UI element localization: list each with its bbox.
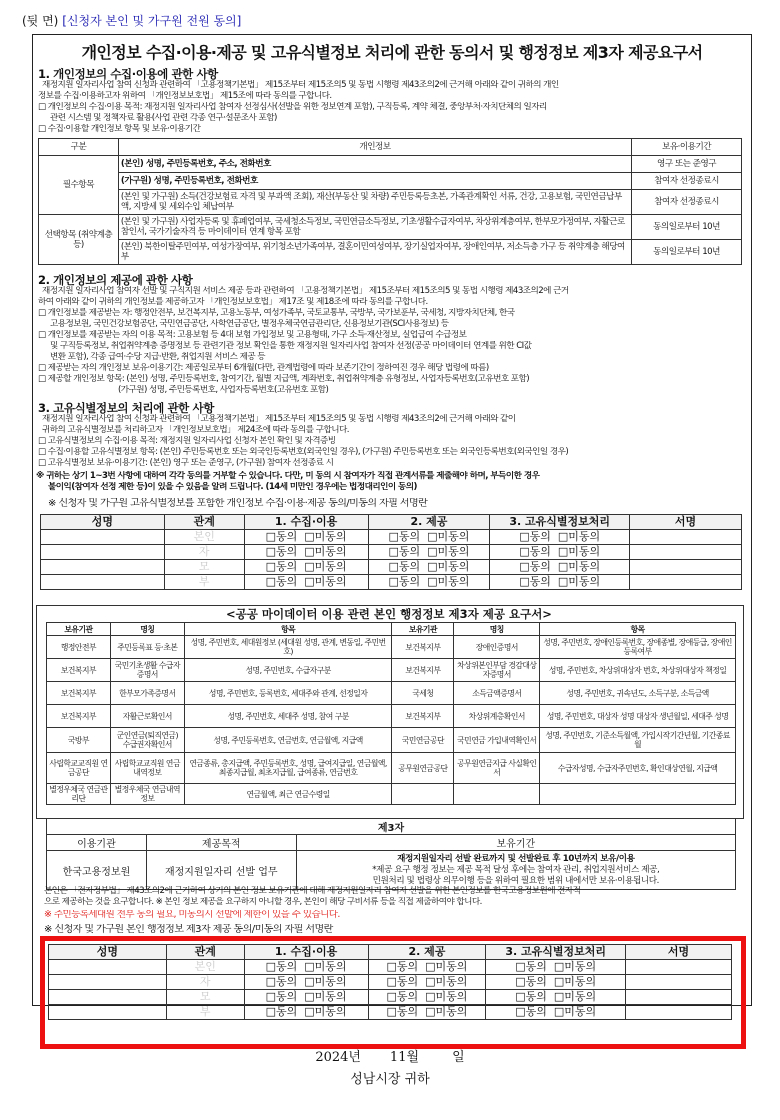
th-signature: 서명 (626, 945, 732, 960)
s2-line: □ 개인정보를 제공받는 자: 행정안전부, 보건복지부, 고용노동부, 여성가족부, 국토교통부, 국방부, 국가보훈부, 국세청, 지방자치단체, 한국 (38, 308, 515, 318)
relation-cell: 본인 (164, 530, 244, 545)
table-cell: 연금종류, 총지급액, 주민등록번호, 성명, 급여지급일, 연금월액, 최종지급월, 최초지급월, 급여종류, 연금번호 (184, 753, 392, 784)
signature-note-2: ※ 신청자 및 가구원 본인 행정정보 제3자 제공 동의/미동의 자필 서명란 (44, 924, 333, 935)
disagree-checkbox[interactable]: □미동의 (425, 975, 468, 988)
page-header (22, 12, 241, 29)
th-purpose: 제공목적 (146, 835, 296, 851)
table-cell: 성명, 주민번호, 장애인등록번호, 장애종별, 장애등급, 장애인등록여부 (540, 636, 736, 659)
consent-row (41, 560, 742, 575)
name-field[interactable] (41, 560, 165, 575)
row-period: 동의일로부터 10년 (632, 240, 742, 265)
table-cell: 주민등록표 등·초본 (110, 636, 184, 659)
row-info: (본인 및 가구원) 사업자등록 및 휴폐업여부, 국세청소득정보, 국민연금소득정보, 기초생활수급자여부, 차상위계층여부, 한부모가정여부, 자활근로참인서, 국가기술자격 등 마이데이터 연계 항목 포함 (118, 215, 631, 240)
disagree-checkbox[interactable]: □미동의 (304, 1005, 347, 1018)
agree-checkbox[interactable]: □동의 (265, 575, 298, 588)
relation-cell: 자 (164, 545, 244, 560)
table-cell: 보건복지부 (47, 659, 111, 682)
row-info: (본인 및 가구원) 소득(건강보험료 자격 및 부과액 조회), 재산(부동산 및 차량) 주민등록등초본, 가족관계확인 서류, 건강, 고용보험, 국민연금납부액, 지방세 및 세외수입 체납여부 (118, 190, 631, 215)
th-name: 성명 (49, 945, 167, 960)
third-period: 민원처리 및 법령상 의무이행 등을 위하여 필요한 범위 내에서만 보유·이용됩니다. (372, 875, 660, 886)
s2-line: 재정지원 일자리사업 참여자 선발 및 구직지원 서비스 제공 등과 관련하여 「고용정책기본법」 제15조부터 제15조의5 및 동법 시행령 제43조의2에 근거 (42, 286, 569, 296)
table-cell: 보건복지부 (392, 705, 454, 728)
agree-checkbox[interactable]: □동의 (388, 560, 421, 573)
table-row (47, 784, 736, 805)
table-cell: 성명, 주민번호, 귀속년도, 소득구분, 소득금액 (540, 682, 736, 705)
third-party-table (46, 818, 736, 890)
highlight-box (40, 936, 746, 1049)
th-unique-id: 3. 고유식별정보처리 (486, 945, 626, 960)
disagree-checkbox[interactable]: □미동의 (425, 960, 468, 973)
table-cell: 한부모가족증명서 (110, 682, 184, 705)
s1-b1b: 관련 시스템 및 정책자료 활용(사업 관련 각종 연구·설문조사 포함) (50, 113, 277, 123)
th-retention: 보유기간 (296, 835, 735, 851)
table-cell: 군인연금(퇴직연금) 수급권자확인서 (110, 728, 184, 753)
table-cell: 행정안전부 (47, 636, 111, 659)
table-cell: 보건복지부 (47, 705, 111, 728)
table-cell (540, 784, 736, 805)
table-cell (454, 784, 540, 805)
disagree-checkbox[interactable]: □미동의 (553, 975, 597, 988)
table-cell: 성명, 주민번호, 세대원정보 (세대원 성명, 관계, 변동일, 주민번호) (184, 636, 392, 659)
row-info: (본인) 성명, 주민등록번호, 주소, 전화번호 (118, 156, 631, 173)
disagree-checkbox[interactable]: □미동의 (557, 560, 601, 573)
th-provide: 2. 제공 (368, 945, 486, 960)
table-cell: 차상위본인부담 경감대상자증명서 (454, 659, 540, 682)
th-provide: 2. 제공 (368, 515, 490, 530)
disagree-checkbox[interactable]: □미동의 (427, 530, 470, 543)
agree-checkbox[interactable]: □동의 (388, 575, 421, 588)
date-year: 2024년 (315, 1050, 361, 1065)
s1-heading: 1. 개인정보의 수집·이용에 관한 사항 (38, 67, 218, 81)
th-doc: 명칭 (110, 623, 184, 636)
th-user-org: 이용기관 (47, 835, 147, 851)
s3-notice: ※ 귀하는 상기 1~3번 사항에 대하여 각각 동의를 거부할 수 있습니다. 다만, 미 동의 시 참여자가 직접 관계서류를 제출해야 하며, 부득이한 경우 (36, 471, 540, 481)
footer-line: 본인은 「전자정부법」 제43조의2에 근거하여 상기의 본인 정보 보유기관에 대해 재정지원일자리 참여자 선발을 위한 본인정보를 한국고용정보원에 전자적 (44, 886, 581, 896)
table-cell: 공무원연금지급 사실확인서 (454, 753, 540, 784)
agree-checkbox[interactable]: □동의 (265, 560, 298, 573)
disagree-checkbox[interactable]: □미동의 (553, 960, 597, 973)
agree-checkbox[interactable]: □동의 (388, 545, 421, 558)
s3-line: □ 수집·이용할 고유식별정보 항목: (본인) 주민등록번호 또는 외국인등록번호(외국인일 경우), (가구원) 주민등록번호 또는 외국인등록번호(외국인일 경우) (38, 447, 569, 457)
agree-checkbox[interactable]: □동의 (515, 975, 547, 988)
th-signature: 서명 (630, 515, 742, 530)
footer-red-notice: ※ 주민등록세대원 전부 동의 필요, 미동의시 선발에 제한이 있을 수 있습니다. (44, 910, 340, 920)
agree-checkbox[interactable]: □동의 (388, 530, 421, 543)
s2-line: 및 구직등록정보, 취업취약계층 증명정보 등 관련기관 정보 확인을 통한 재정지원 일자리사업 참여자 선정(공공 마이데이터 연계를 위한 CI값 (50, 341, 532, 351)
personal-info-table (38, 138, 742, 265)
table-cell: 수급자성명, 수급자주민번호, 확인대상연월, 지급액 (540, 753, 736, 784)
table-cell: 공무원연금공단 (392, 753, 454, 784)
disagree-checkbox[interactable]: □미동의 (425, 990, 468, 1003)
table-cell: 차상위계층확인서 (454, 705, 540, 728)
th-items: 항목 (540, 623, 736, 636)
agree-checkbox[interactable]: □동의 (265, 990, 298, 1003)
header-prefix: (뒷 면) (22, 14, 59, 28)
table-cell: 소득금액증명서 (454, 682, 540, 705)
table-cell: 사립학교교직원 연금내역정보 (110, 753, 184, 784)
relation-cell: 본인 (166, 960, 244, 975)
table-row (47, 659, 736, 682)
agree-checkbox[interactable]: □동의 (265, 1005, 298, 1018)
third-period: *제공 요구 행정 정보는 제공 목적 달성 후에는 참여자 관리, 취업지원서비스 제공, (372, 864, 660, 875)
s3-line: □ 고유식별정보 보유·이용기간: (본인) 영구 또는 준영구, (가구원) 참여자 선정종료 시 (38, 458, 334, 468)
disagree-checkbox[interactable]: □미동의 (553, 990, 597, 1003)
s2-line: 하여 아래와 같이 귀하의 개인정보를 제공하고자 「개인정보보호법」 제17조 및 제18조에 따라 동의를 구합니다. (38, 297, 428, 307)
consent-scope: [신청자 본인 및 가구원 전원 동의] (62, 14, 242, 28)
s2-line: 변환 포함), 각종 급여·수당 지급·반환, 취업지원 서비스 제공 등 (50, 352, 266, 362)
date-line (0, 1046, 780, 1065)
table-cell: 국민연금공단 (392, 728, 454, 753)
name-field[interactable] (41, 545, 165, 560)
th-items: 항목 (184, 623, 392, 636)
agree-checkbox[interactable]: □동의 (515, 990, 547, 1003)
relation-cell: 부 (164, 575, 244, 590)
th-name: 성명 (41, 515, 165, 530)
table-cell: 국민연금 가입내역확인서 (454, 728, 540, 753)
th-doc: 명칭 (454, 623, 540, 636)
disagree-checkbox[interactable]: □미동의 (304, 960, 347, 973)
s1-intro2: 정보를 수집·이용하고자 위하여 「개인정보보호법」 제15조에 따라 동의를 구합니다. (38, 91, 332, 101)
relation-cell: 모 (166, 990, 244, 1005)
group-optional: 선택항목 (취약계층 등) (39, 215, 119, 265)
consent-row (41, 575, 742, 590)
agree-checkbox[interactable]: □동의 (519, 575, 551, 588)
table-row (47, 728, 736, 753)
disagree-checkbox[interactable]: □미동의 (553, 1005, 597, 1018)
agree-checkbox[interactable]: □동의 (265, 960, 298, 973)
disagree-checkbox[interactable]: □미동의 (304, 560, 347, 573)
table-row (47, 682, 736, 705)
table-cell: 별정우체국 연금관리단 (47, 784, 111, 805)
public-mydata-table (46, 622, 736, 805)
agree-checkbox[interactable]: □동의 (265, 530, 298, 543)
document-title: 개인정보 수집·이용·제공 및 고유식별정보 처리에 관한 동의서 및 행정정보 제3자 제공요구서 (81, 43, 703, 62)
table-cell: 국민기초생활 수급자증명서 (110, 659, 184, 682)
table-cell: 자활근로확인서 (110, 705, 184, 728)
s2-line: 고용정보원, 국민건강보험공단, 국민연금공단, 사학연금공단, 별정우체국연금관리단, 신용정보기관(SCI사용정보) 등 (50, 319, 449, 329)
table-cell: 성명, 주민번호, 대상자 성명 대상자 생년월일, 세대주 성명 (540, 705, 736, 728)
disagree-checkbox[interactable]: □미동의 (304, 975, 347, 988)
disagree-checkbox[interactable]: □미동의 (425, 1005, 468, 1018)
addressee: 성남시장 귀하 (350, 1072, 430, 1087)
relation-cell: 자 (166, 975, 244, 990)
name-field[interactable] (41, 575, 165, 590)
agree-checkbox[interactable]: □동의 (386, 990, 419, 1003)
row-info: (가구원) 성명, 주민등록번호, 전화번호 (118, 173, 631, 190)
s3-line: 귀하의 고유식별정보를 처리하고자 「개인정보보호법」 제24조에 따라 동의를 구합니다. (42, 425, 349, 435)
table-row (47, 753, 736, 784)
footer-line: 으로 제공하는 것을 요구합니다. ※ 본인 정보 제공을 요구하지 아니할 경우, 본인이 해당 구비서류 등을 직접 제출하여야 합니다. (44, 897, 482, 907)
th-unique-id: 3. 고유식별정보처리 (490, 515, 630, 530)
disagree-checkbox[interactable]: □미동의 (427, 560, 470, 573)
table-cell: 별정우체국 연금내역정보 (110, 784, 184, 805)
th-holder: 보유기관 (392, 623, 454, 636)
disagree-checkbox[interactable]: □미동의 (427, 575, 470, 588)
s1-intro1: 재정지원 일자리사업 참여 신청과 관련하여 「고용정책기본법」 제15조부터 제15조의5 및 동법 시행령 제43조의2에 근거해 아래와 같이 귀하의 개인 (42, 80, 559, 90)
table-row (47, 705, 736, 728)
group-required: 필수항목 (39, 156, 119, 215)
consent-row (41, 530, 742, 545)
agree-checkbox[interactable]: □동의 (265, 975, 298, 988)
table-cell: 성명, 주민번호, 세대주 성명, 참여 구분 (184, 705, 392, 728)
table-cell: 사립학교교직원 연금공단 (47, 753, 111, 784)
agree-checkbox[interactable]: □동의 (386, 975, 419, 988)
row-period: 영구 또는 준영구 (632, 156, 742, 173)
signature-field[interactable] (630, 545, 742, 560)
table-cell: 보건복지부 (392, 636, 454, 659)
disagree-checkbox[interactable]: □미동의 (304, 545, 347, 558)
th-period: 보유·이용기간 (632, 139, 742, 156)
row-info: (본인) 북한이탈주민여부, 여성가장여부, 위기청소년가족여부, 결혼이민여성여부, 장기실업자여부, 장애인여부, 저소득층 가구 등 취약계층 해당여부 (118, 240, 631, 265)
date-day: 일 (452, 1050, 465, 1065)
signature-note-1: ※ 신청자 및 가구원 고유식별정보를 포함한 개인정보 수집·이용·제공 동의/미동의 자필 서명란 (48, 498, 428, 509)
table-cell: 장애인증명서 (454, 636, 540, 659)
signature-field[interactable] (630, 575, 742, 590)
name-field[interactable] (41, 530, 165, 545)
disagree-checkbox[interactable]: □미동의 (557, 530, 601, 543)
disagree-checkbox[interactable]: □미동의 (427, 545, 470, 558)
th-relation: 관계 (166, 945, 244, 960)
s2-line: □ 제공받는 자의 개인정보 보유·이용기간: 제공일로부터 6개월(다만, 관계법령에 따라 보존기간이 정하여진 경우 해당 법령에 따름) (38, 363, 489, 373)
row-period: 참여자 선정종료시 (632, 190, 742, 215)
row-period: 동의일로부터 10년 (632, 215, 742, 240)
public-mydata-title: <공공 마이데이터 이용 관련 본인 행정정보 제3자 제공 요구서> (226, 607, 552, 621)
table-cell (392, 784, 454, 805)
table-cell: 국세청 (392, 682, 454, 705)
date-month: 11월 (389, 1050, 420, 1065)
agree-checkbox[interactable]: □동의 (386, 1005, 419, 1018)
agree-checkbox[interactable]: □동의 (519, 560, 551, 573)
th-holder: 보유기관 (47, 623, 111, 636)
disagree-checkbox[interactable]: □미동의 (304, 575, 347, 588)
agree-checkbox[interactable]: □동의 (515, 1005, 547, 1018)
s3-line: □ 고유식별정보의 수집·이용 목적: 재정지원 일자리사업 신청자 본인 확인 및 자격증빙 (38, 436, 336, 446)
disagree-checkbox[interactable]: □미동의 (304, 990, 347, 1003)
agree-checkbox[interactable]: □동의 (519, 545, 551, 558)
agree-checkbox[interactable]: □동의 (515, 960, 547, 973)
table-cell: 연금월액, 최근 연금수령일 (184, 784, 392, 805)
agree-checkbox[interactable]: □동의 (519, 530, 551, 543)
table-row (47, 636, 736, 659)
agree-checkbox[interactable]: □동의 (265, 545, 298, 558)
table-cell: 국방부 (47, 728, 111, 753)
s2-heading: 2. 개인정보의 제공에 관한 사항 (38, 273, 193, 287)
s3-notice: 불이익(참여자 선정 제한 등)이 있을 수 있음을 알려 드립니다. (14세 미만인 경우에는 법정대리인이 동의) (48, 482, 417, 492)
consent-table-1 (40, 514, 742, 590)
relation-cell: 부 (166, 1005, 244, 1020)
th-category: 구분 (39, 139, 119, 156)
third-org: 한국고용정보원 (47, 851, 147, 890)
third-period: 재정지원일자리 선발 완료까지 및 선발완료 후 10년까지 보유/이용 (397, 853, 635, 864)
agree-checkbox[interactable]: □동의 (386, 960, 419, 973)
disagree-checkbox[interactable]: □미동의 (304, 530, 347, 543)
signature-field[interactable] (630, 560, 742, 575)
third-title: 제3자 (47, 819, 736, 835)
row-period: 참여자 선정종료시 (632, 173, 742, 190)
table-cell: 보건복지부 (392, 659, 454, 682)
table-cell: 성명, 주민번호, 등록번호, 세대주와 관계, 선정일자 (184, 682, 392, 705)
table-cell: 성명, 주민등록번호, 연금번호, 연금월액, 지급액 (184, 728, 392, 753)
s1-b2: □ 수집·이용할 개인정보 항목 및 보유·이용기간 (38, 124, 201, 134)
s2-line: □ 개인정보를 제공받는 자의 이용 목적: 고용보험 등 4대 보험 가입정보 및 고용형태, 가구 소득·재산정보, 실업급여 수급정보 (38, 330, 467, 340)
th-info: 개인정보 (118, 139, 631, 156)
table-cell: 보건복지부 (47, 682, 111, 705)
table-cell: 성명, 주민번호, 기준소득월액, 가입시작기간년월, 기간종료월 (540, 728, 736, 753)
consent-rows-1 (41, 530, 742, 590)
disagree-checkbox[interactable]: □미동의 (557, 545, 601, 558)
s1-b1: □ 개인정보의 수집·이용 목적: 재정지원 일자리사업 참여자 선정심사(선발을 위한 정보연계 포함), 구직등록, 계약 체결, 중앙부처·자치단체의 일자리 (38, 102, 547, 112)
s3-line: 재정지원 일자리사업 참여 신청과 관련하여 「고용정책기본법」 제15조부터 제15조의5 및 동법 시행령 제43조의2에 근거해 아래와 같이 (42, 414, 516, 424)
th-collect: 1. 수집·이용 (244, 515, 368, 530)
s2-line: (가구원) 성명, 주민등록번호, 사업자등록번호(고유번호 포함) (118, 385, 329, 395)
table-cell: 성명, 주민번호, 수급자구분 (184, 659, 392, 682)
s3-heading: 3. 고유식별정보의 처리에 관한 사항 (38, 401, 214, 415)
table-cell: 성명, 주민번호, 차상위대상자 번호, 차상위대상자 책정일 (540, 659, 736, 682)
s2-line: □ 제공할 개인정보 항목: (본인) 성명, 주민등록번호, 참여기간, 월별 지급액, 계좌번호, 취업취약계층 유형정보, 사업자등록번호(고유번호 포함) (38, 374, 530, 384)
public-rows (47, 636, 736, 805)
disagree-checkbox[interactable]: □미동의 (557, 575, 601, 588)
signature-field[interactable] (630, 530, 742, 545)
th-collect: 1. 수집·이용 (244, 945, 368, 960)
third-purpose: 재정지원일자리 선발 업무 (146, 851, 296, 890)
relation-cell: 모 (164, 560, 244, 575)
th-relation: 관계 (164, 515, 244, 530)
consent-row (41, 545, 742, 560)
